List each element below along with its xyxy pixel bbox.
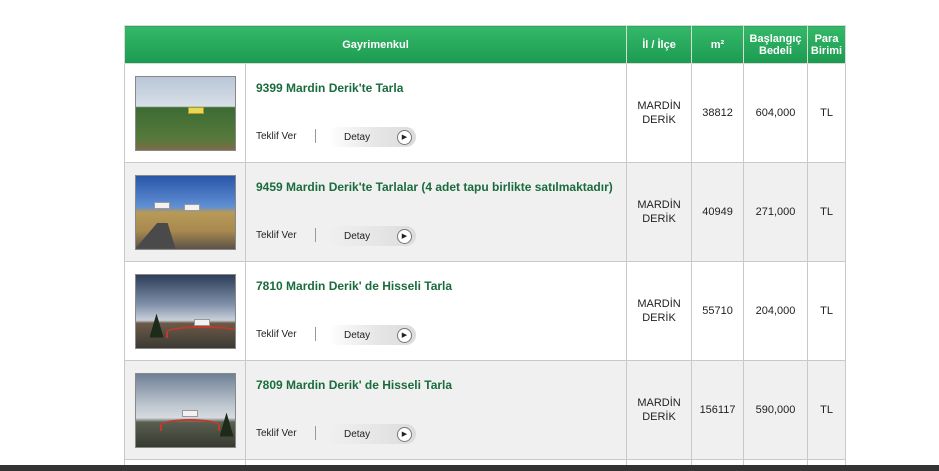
boundary-marker: [166, 326, 236, 338]
offer-button[interactable]: Teklif Ver: [256, 230, 297, 241]
window-bottom-bar: [0, 465, 939, 471]
thumbnail-cell: [125, 361, 246, 460]
header-starting-price-line2: Bedeli: [759, 44, 793, 57]
currency-cell: TL: [808, 163, 846, 262]
road-shape: [136, 223, 176, 249]
row-actions: [256, 325, 416, 347]
row-actions: [256, 424, 416, 446]
detail-label: Detay: [344, 330, 371, 341]
detail-button[interactable]: [328, 424, 416, 444]
district: DERİK: [642, 213, 676, 225]
title-cell: [246, 262, 627, 361]
location-cell: [627, 262, 692, 361]
offer-button[interactable]: Teklif Ver: [256, 131, 297, 142]
offer-button[interactable]: Teklif Ver: [256, 329, 297, 340]
detail-button[interactable]: [328, 325, 416, 345]
property-title-link[interactable]: 9399 Mardin Derik'te Tarla: [256, 81, 404, 95]
area-cell: 38812: [692, 64, 744, 163]
header-currency-line2: Birimi: [810, 44, 843, 57]
location-cell: [627, 163, 692, 262]
district: DERİK: [642, 312, 676, 324]
detail-button[interactable]: [328, 127, 416, 147]
district: DERİK: [642, 411, 676, 423]
price-cell: 604,000: [744, 64, 808, 163]
marker-icon: [194, 319, 210, 326]
table-row: [125, 262, 846, 361]
header-currency-line1: Para: [814, 32, 839, 45]
chevron-right-icon: ▶: [397, 130, 412, 145]
header-location[interactable]: İl / İlçe: [627, 26, 692, 64]
property-title-link[interactable]: 7810 Mardin Derik' de Hisseli Tarla: [256, 279, 453, 293]
area-cell: 55710: [692, 262, 744, 361]
action-separator: [315, 129, 316, 143]
location-cell: [627, 361, 692, 460]
marker-icon: [182, 410, 198, 417]
property-thumbnail[interactable]: [135, 373, 236, 448]
area-cell: 40949: [692, 163, 744, 262]
title-cell: [246, 361, 627, 460]
currency-cell: TL: [808, 262, 846, 361]
tree-shape: [220, 413, 234, 437]
thumbnail-cell: [125, 64, 246, 163]
city: MARDİN: [637, 100, 681, 112]
location-cell: [627, 64, 692, 163]
property-title-link[interactable]: 9459 Mardin Derik'te Tarlalar (4 adet tapu birlikte satılmaktadır): [256, 180, 613, 194]
city: MARDİN: [637, 298, 681, 310]
table-row: [125, 64, 846, 163]
offer-button[interactable]: Teklif Ver: [256, 428, 297, 439]
row-actions: [256, 127, 416, 149]
header-starting-price-line1: Başlangıç: [749, 32, 802, 45]
chevron-right-icon: ▶: [397, 328, 412, 343]
detail-button[interactable]: [328, 226, 416, 246]
marker-icon: [184, 204, 200, 211]
row-actions: [256, 226, 416, 248]
title-cell: [246, 64, 627, 163]
table-row: [125, 361, 846, 460]
action-separator: [315, 426, 316, 440]
boundary-marker: [160, 419, 220, 431]
table-row: [125, 163, 846, 262]
marker-icon: [188, 107, 204, 114]
table-header-row: [125, 26, 846, 64]
price-cell: 590,000: [744, 361, 808, 460]
chevron-right-icon: ▶: [397, 427, 412, 442]
currency-cell: TL: [808, 361, 846, 460]
district: DERİK: [642, 114, 676, 126]
price-cell: 204,000: [744, 262, 808, 361]
header-property[interactable]: Gayrimenkul: [125, 26, 627, 64]
city: MARDİN: [637, 397, 681, 409]
thumbnail-cell: [125, 262, 246, 361]
property-thumbnail[interactable]: [135, 175, 236, 250]
price-cell: 271,000: [744, 163, 808, 262]
action-separator: [315, 228, 316, 242]
currency-cell: TL: [808, 64, 846, 163]
header-starting-price[interactable]: [744, 26, 808, 64]
header-area[interactable]: m²: [692, 26, 744, 64]
property-thumbnail[interactable]: [135, 274, 236, 349]
chevron-right-icon: ▶: [397, 229, 412, 244]
property-title-link[interactable]: 7809 Mardin Derik' de Hisseli Tarla: [256, 378, 453, 392]
detail-label: Detay: [344, 132, 371, 143]
thumbnail-cell: [125, 163, 246, 262]
detail-label: Detay: [344, 231, 371, 242]
property-thumbnail[interactable]: [135, 76, 236, 151]
title-cell: [246, 163, 627, 262]
tree-shape: [150, 314, 164, 338]
header-currency[interactable]: [808, 26, 846, 64]
action-separator: [315, 327, 316, 341]
marker-icon: [154, 202, 170, 209]
detail-label: Detay: [344, 429, 371, 440]
property-listing-table: [124, 25, 846, 469]
area-cell: 156117: [692, 361, 744, 460]
city: MARDİN: [637, 199, 681, 211]
